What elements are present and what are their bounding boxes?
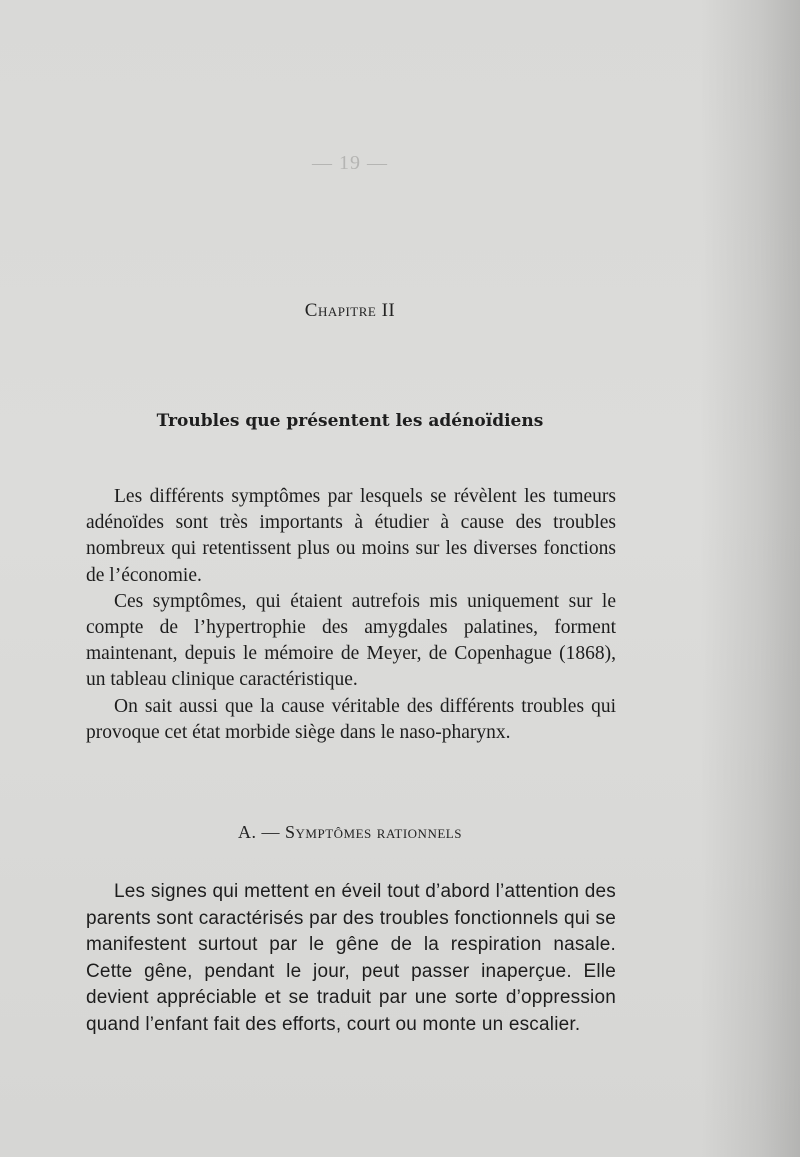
paragraph: Ces symptômes, qui étaient autrefois mis uniquement sur le compte de l’hypertrophie des amygdales palatines, forment maintenant, depuis le mémoire de Meyer, de Copenhague (1868), un tableau clinique caractéristique. bbox=[86, 590, 616, 691]
paragraph: Les différents symptômes par lesquels se révèlent les tumeurs adénoïdes sont très importants à étudier à cause des troubles nombreux qui retentissent plus ou moins sur les diverses fonctions de l’économie. bbox=[86, 486, 616, 586]
section-heading-prefix: A. — bbox=[238, 822, 286, 842]
paragraph: Les signes qui mettent en éveil tout d’abord l’attention des parents sont caractérisés par des troubles fonctionnels qui se manifestent surtout par le gêne de la respiration nasale. Cette gêne, pendant le jour, peut passer inaperçue. Elle devient appréciable et se traduit par une sorte d’oppression quand l’enfant fait des efforts, court ou monte un escalier. bbox=[86, 881, 616, 1035]
section-heading-title: Symptômes rationnels bbox=[285, 822, 462, 842]
chapter-title: Troubles que présentent les adénoïdiens bbox=[156, 411, 544, 431]
paragraph: On sait aussi que la cause véritable des différents troubles qui provoque cet état morbide siège dans le naso-pharynx. bbox=[86, 695, 616, 743]
intro-text-block bbox=[86, 484, 616, 746]
bleed-through-text bbox=[60, 190, 760, 216]
symptoms-text-block bbox=[86, 879, 616, 1038]
chapter-label: Chapitre II bbox=[304, 300, 396, 321]
page-number: — 19 — bbox=[312, 152, 388, 174]
section-heading bbox=[0, 822, 700, 843]
